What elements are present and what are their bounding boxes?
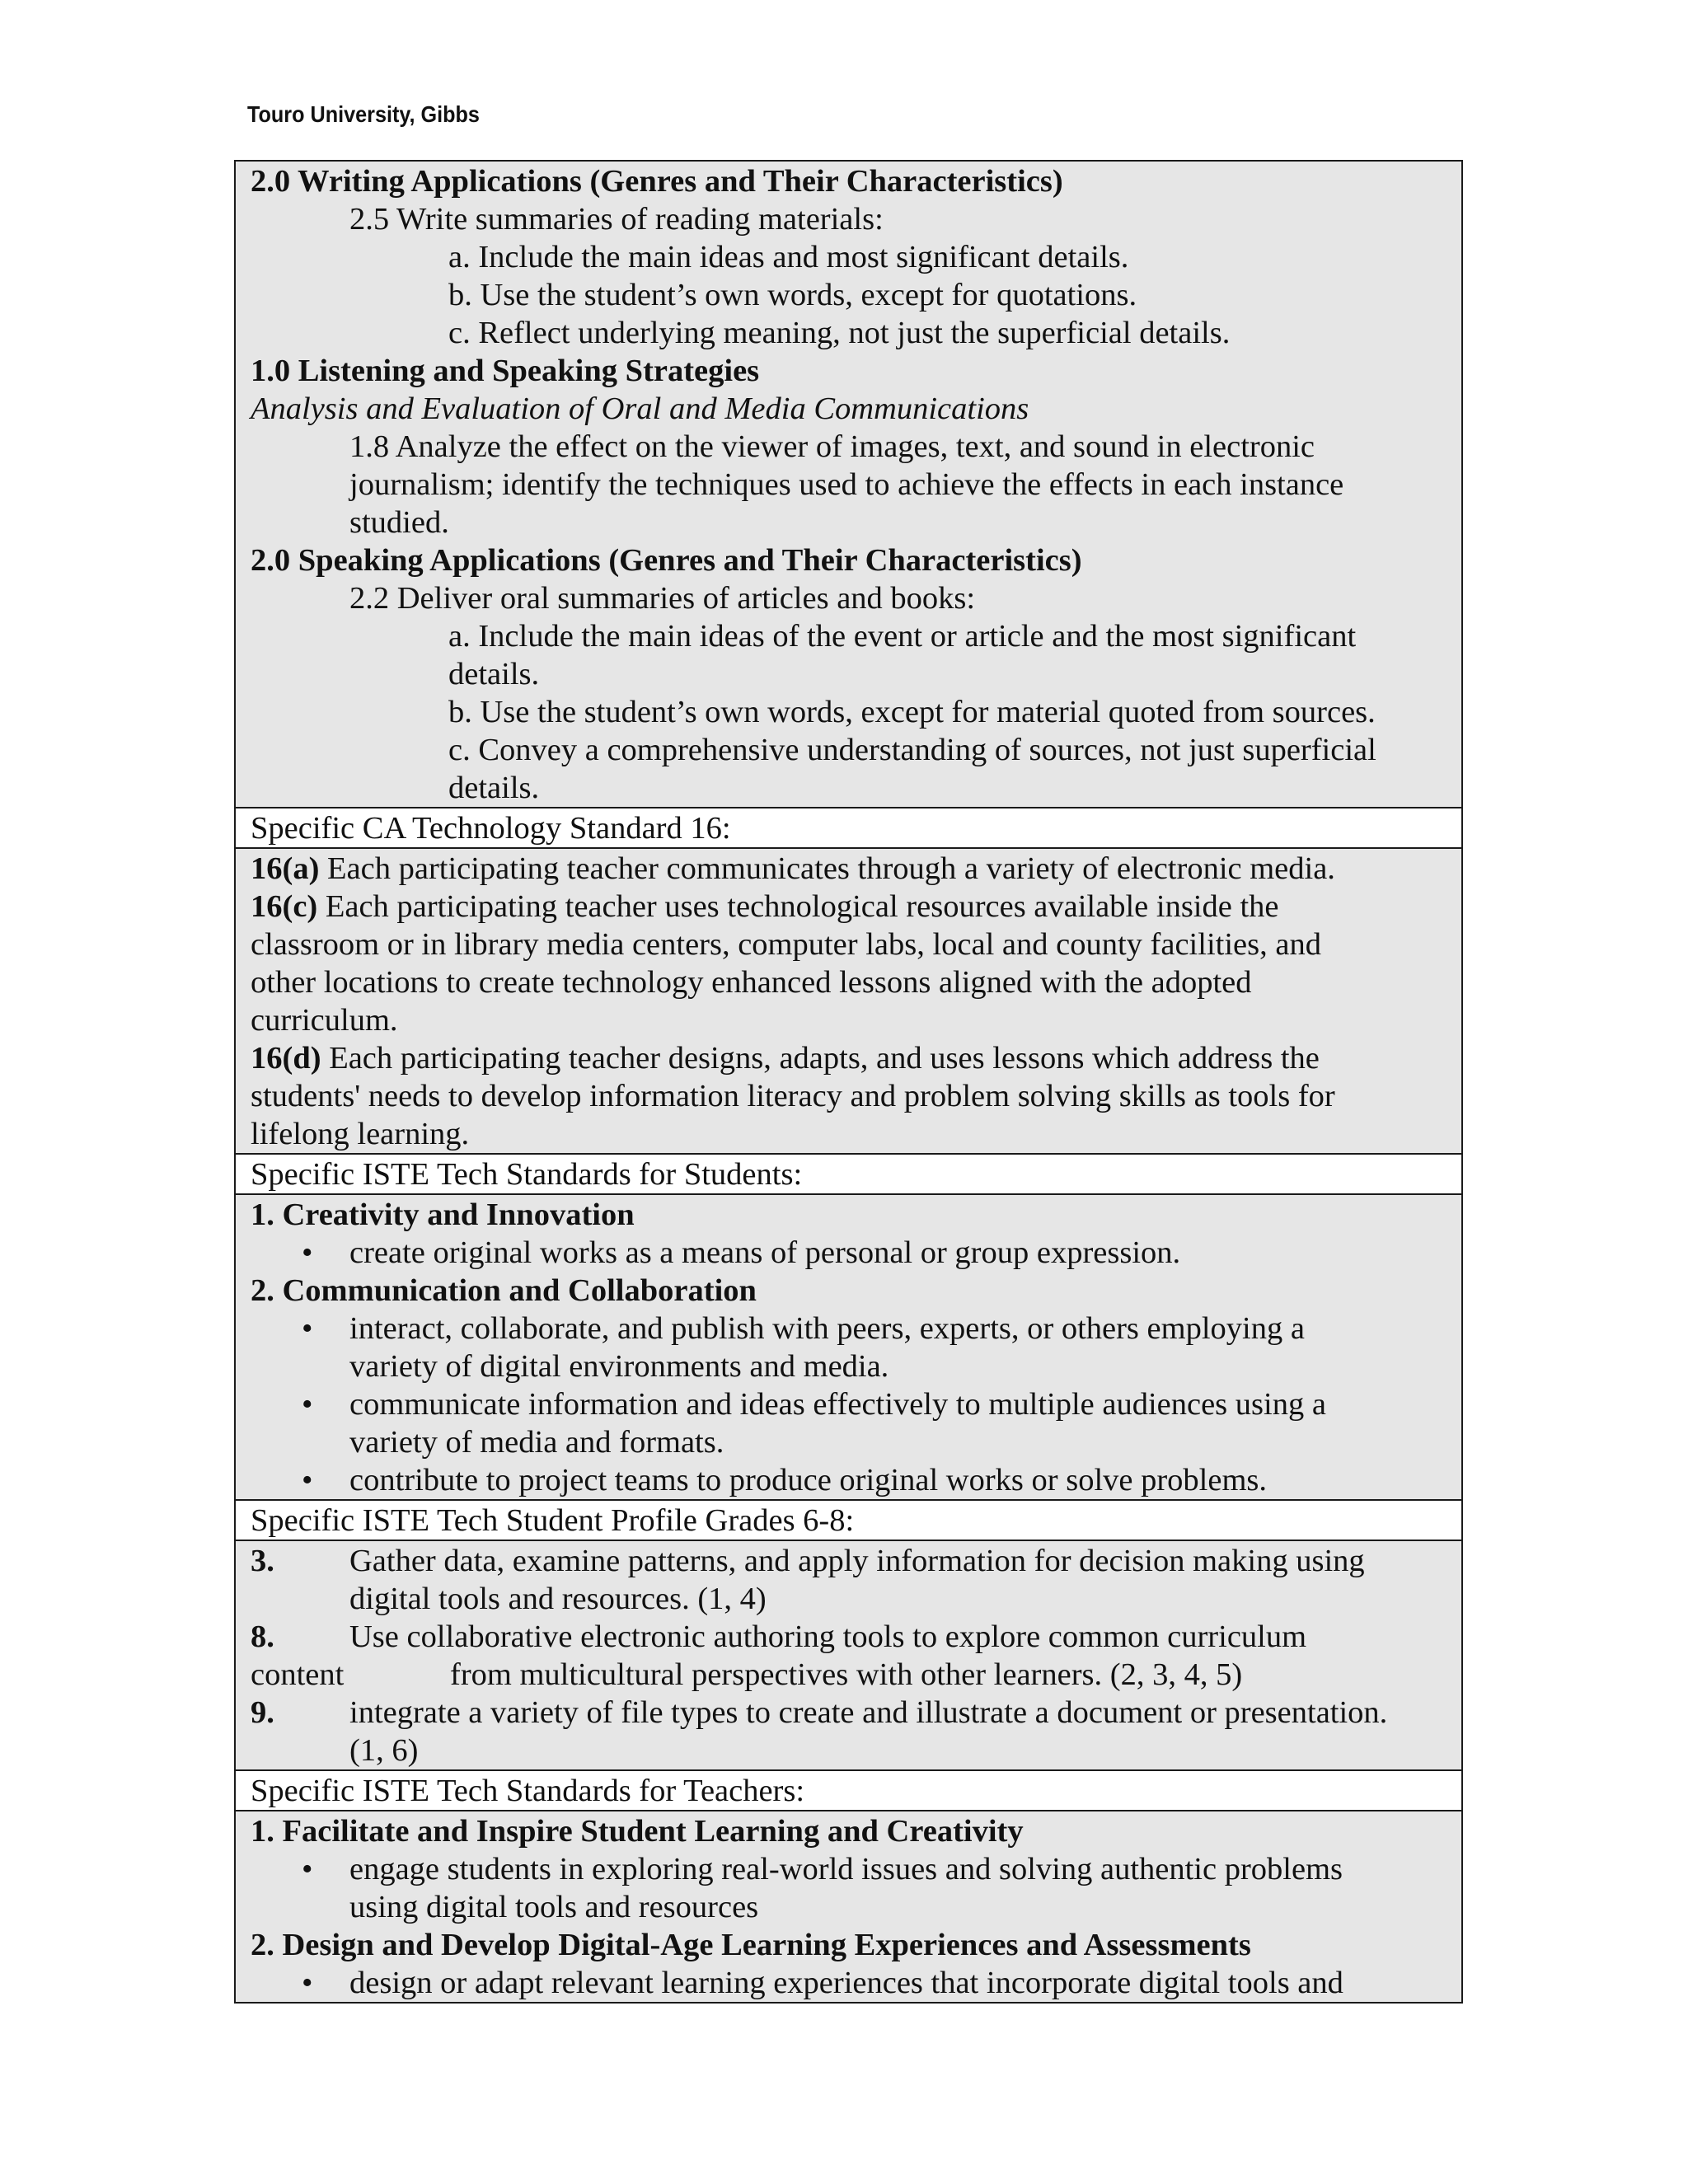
standard-text: Each participating teacher uses technological resources available inside the [317, 889, 1279, 924]
bullet-icon: • [302, 1311, 313, 1346]
iste-students-cell [236, 1193, 1461, 1499]
section-heading: 2. Communication and Collaboration [251, 1273, 757, 1308]
ela-standards-cell [236, 162, 1461, 807]
bullet-item: • communicate information and ideas effectively to multiple audiences using a [302, 1387, 1326, 1422]
standard-item: 1.8 Analyze the effect on the viewer of images, text, and sound in electronic [349, 429, 1315, 464]
sub-item: a. Include the main ideas of the event or article and the most significant [448, 619, 1357, 654]
standard-item: 2.2 Deliver oral summaries of articles and books: [349, 581, 976, 616]
profile-item: 8. Use collaborative electronic authoring tools to explore common curriculum [251, 1619, 1307, 1654]
page-header: Touro University, Gibbs [247, 101, 480, 127]
bullet-icon: • [302, 1852, 313, 1886]
iste-teachers-cell [236, 1810, 1461, 2002]
standard-text: curriculum. [251, 1003, 398, 1038]
standard-item-cont: studied. [349, 505, 449, 540]
profile-item-cont: (1, 6) [349, 1733, 419, 1768]
ca-standard-cell [236, 847, 1461, 1153]
section-heading: 1. Facilitate and Inspire Student Learning and Creativity [251, 1814, 1024, 1849]
section-subheading: Analysis and Evaluation of Oral and Media Communications [251, 391, 1029, 426]
bullet-item: • design or adapt relevant learning experiences that incorporate digital tools and [302, 1966, 1343, 2000]
sub-item: c. Convey a comprehensive understanding of sources, not just superficial [448, 733, 1376, 767]
bullet-icon: • [302, 1966, 313, 2000]
standard-text: classroom or in library media centers, computer labs, local and county facilities, and [251, 927, 1321, 962]
bullet-icon: • [302, 1387, 313, 1422]
profile-item-cont: content from multicultural perspectives with other learners. (2, 3, 4, 5) [251, 1657, 1243, 1692]
sub-item: b. Use the student’s own words, except for quotations. [448, 278, 1137, 312]
ca-standard-label-cell [236, 807, 1461, 847]
sub-item: c. Reflect underlying meaning, not just the superficial details. [448, 316, 1231, 350]
sub-item: a. Include the main ideas and most significant details. [448, 240, 1129, 274]
standards-table [234, 160, 1463, 2004]
section-heading: 2. Design and Develop Digital-Age Learning Experiences and Assessments [251, 1928, 1251, 1962]
profile-item-cont: digital tools and resources. (1, 4) [349, 1582, 767, 1616]
row-label: Specific ISTE Tech Standards for Students: [251, 1157, 803, 1192]
bullet-item: • create original works as a means of personal or group expression. [302, 1235, 1181, 1270]
standard-text: Each participating teacher designs, adapts, and uses lessons which address the [321, 1041, 1320, 1076]
item-number: 9. [251, 1695, 274, 1730]
profile-label-cell [236, 1499, 1461, 1540]
standard-item-cont: journalism; identify the techniques used to achieve the effects in each instance [349, 467, 1344, 502]
bullet-item: • interact, collaborate, and publish with peers, experts, or others employing a [302, 1311, 1305, 1346]
sub-item: b. Use the student’s own words, except for material quoted from sources. [448, 695, 1376, 729]
item-number: 3. [251, 1544, 274, 1578]
item-number: 8. [251, 1619, 274, 1654]
section-heading: 2.0 Writing Applications (Genres and Their Characteristics) [251, 164, 1063, 199]
section-heading: 2.0 Speaking Applications (Genres and Their Characteristics) [251, 543, 1082, 578]
row-label: Specific CA Technology Standard 16: [251, 811, 731, 846]
row-label: Specific ISTE Tech Standards for Teachers: [251, 1774, 805, 1808]
standard-number: 16(d) [251, 1041, 321, 1076]
standard-text: students' needs to develop information literacy and problem solving skills as tools for [251, 1079, 1335, 1113]
section-heading: 1. Creativity and Innovation [251, 1197, 635, 1232]
iste-students-label-cell [236, 1153, 1461, 1193]
iste-teachers-label-cell [236, 1769, 1461, 1810]
profile-item: 9. integrate a variety of file types to create and illustrate a document or presentation. [251, 1695, 1388, 1730]
bullet-item: • engage students in exploring real-world issues and solving authentic problems [302, 1852, 1343, 1886]
sub-item-cont: details. [448, 771, 540, 805]
standard-text: other locations to create technology enhanced lessons aligned with the adopted [251, 965, 1252, 1000]
standard-number: 16(a) [251, 851, 320, 886]
bullet-item-cont: variety of media and formats. [349, 1425, 724, 1460]
profile-cell [236, 1540, 1461, 1769]
profile-item: 3. Gather data, examine patterns, and apply information for decision making using [251, 1544, 1365, 1578]
standard-number: 16(c) [251, 889, 318, 924]
standard-text: Each participating teacher communicates through a variety of electronic media. [319, 851, 1335, 886]
standard-item: 2.5 Write summaries of reading materials: [349, 202, 884, 237]
sub-item-cont: details. [448, 657, 540, 691]
bullet-icon: • [302, 1463, 313, 1497]
bullet-item-cont: variety of digital environments and media. [349, 1349, 889, 1384]
row-label: Specific ISTE Tech Student Profile Grades 6-8: [251, 1503, 855, 1538]
standard-text: lifelong learning. [251, 1117, 470, 1151]
bullet-icon: • [302, 1235, 313, 1270]
bullet-item-cont: using digital tools and resources [349, 1890, 759, 1924]
bullet-item: • contribute to project teams to produce original works or solve problems. [302, 1463, 1268, 1497]
section-heading: 1.0 Listening and Speaking Strategies [251, 354, 760, 388]
